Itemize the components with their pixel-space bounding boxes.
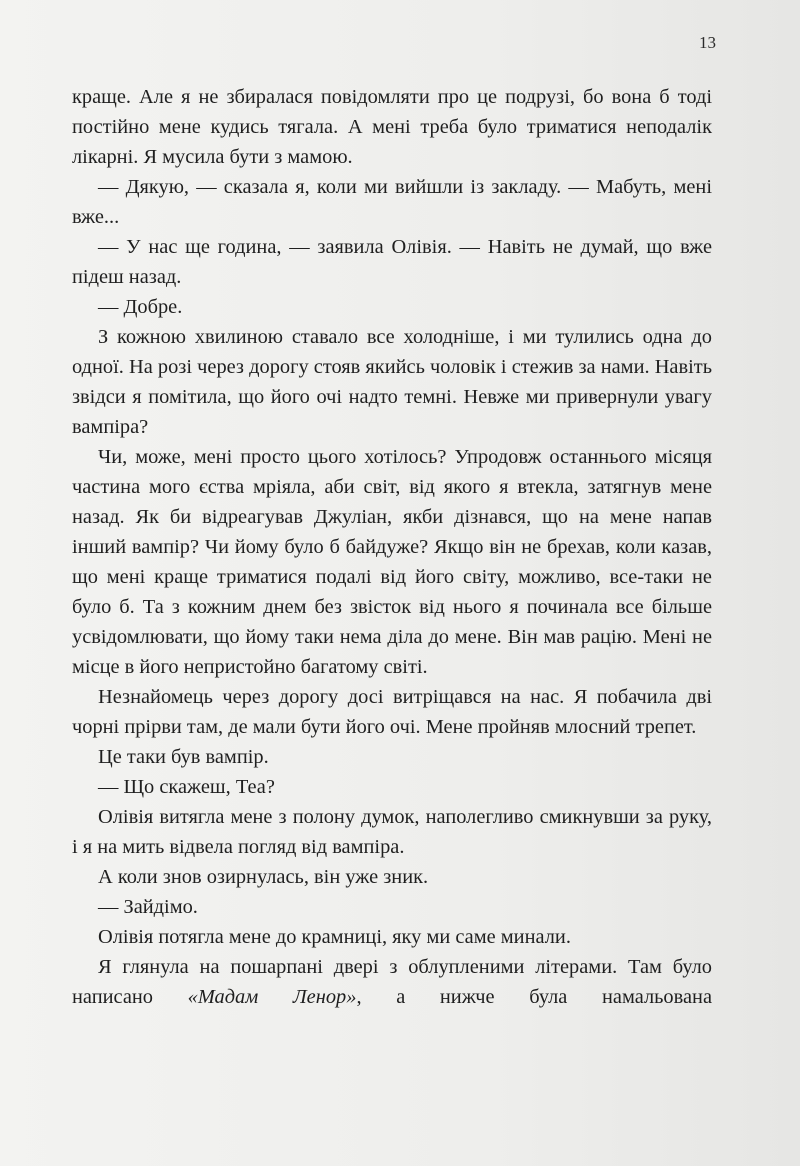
paragraph: — Добре. [98, 296, 183, 318]
paragraph: Олівія витягла мене з полону думок, наполегливо смикнувши за руку, і я на мить відвела погляд від вампіра. [72, 806, 712, 858]
paragraph-last [72, 952, 712, 1012]
paragraph: — У нас ще година, — заявила Олівія. — Навіть не думай, що вже підеш назад. [72, 236, 712, 288]
paragraph: — Що скажеш, Теа? [98, 776, 275, 798]
paragraph: А коли знов озирнулась, він уже зник. [98, 866, 429, 888]
paragraph: краще. Але я не збиралася повідомляти про це подрузі, бо вона б тоді постійно мене кудись тягала. А мені треба було триматися неподалік лікарні. Я мусила бути з мамою. [72, 86, 712, 168]
paragraph: Це таки був вампір. [98, 746, 269, 768]
page-text [72, 82, 712, 1012]
paragraph: Чи, може, мені просто цього хотілось? Упродовж останнього місяця частина мого єства мріяла, аби світ, від якого я втекла, затягнув мене назад. Як би відреагував Джуліан, якби дізнався, що на мене напав інший вампір? Чи йому було б байдуже? Якщо він не брехав, коли казав, що мені краще триматися подалі від його світу, можливо, все-таки не було б. Та з кожним днем без звісток від нього я починала все більше усвідомлювати, що йому таки нема діла до мене. Він мав рацію. Мені не місце в його непристойно багатому світі. [72, 446, 712, 678]
paragraph: — Дякую, — сказала я, коли ми вийшли із закладу. — Мабуть, мені вже... [72, 176, 712, 228]
paragraph: Незнайомець через дорогу досі витріщався на нас. Я побачила дві чорні прірви там, де мали бути його очі. Мене пройняв млосний трепет. [72, 686, 712, 738]
page-number: 13 [699, 33, 716, 52]
paragraph-text: , а нижче була намальована [356, 986, 712, 1008]
shop-sign-title: «Мадам Ленор» [187, 986, 357, 1008]
paragraph: — Зайдімо. [98, 896, 198, 918]
paragraph: З кожною хвилиною ставало все холодніше, і ми тулились одна до одної. На розі через дорогу стояв якийсь чоловік і стежив за нами. Навіть звідси я помітила, що його очі надто темні. Невже ми привернули увагу вампіра? [72, 326, 712, 438]
paragraph-text: Я глянула на пошарпані двері з облупленими літерами. Там було написано [72, 956, 712, 1008]
paragraph: Олівія потягла мене до крамниці, яку ми саме минали. [98, 926, 571, 948]
